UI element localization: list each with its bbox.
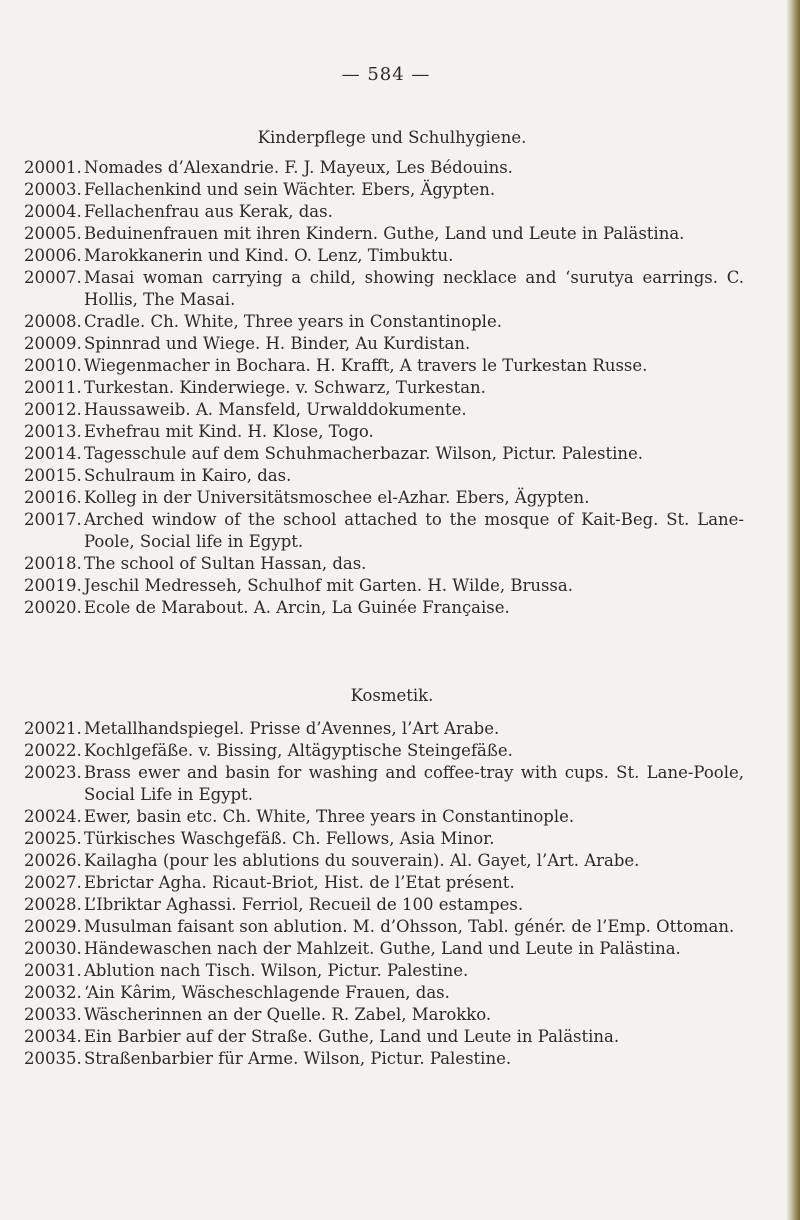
entry-number: 20030. [24, 939, 82, 958]
list-item [24, 938, 744, 960]
entry-number: 20025. [24, 829, 82, 848]
list-item [24, 223, 744, 245]
entry-number: 20032. [24, 983, 82, 1002]
entry-text: Musulman faisant son ablution. M. d’Ohsson, Tabl. génér. de l’Emp. Ottoman. [84, 917, 735, 936]
entry-text: Händewaschen nach der Mahlzeit. Guthe, Land und Leute in Palästina. [84, 939, 681, 958]
entry-number: 20028. [24, 895, 82, 914]
entry-number: 20005. [24, 224, 82, 243]
entry-text: Fellachenfrau aus Kerak, das. [84, 202, 333, 221]
entry-text: Turkestan. Kinderwiege. v. Schwarz, Turkestan. [84, 378, 486, 397]
list-item [24, 333, 744, 355]
list-item [24, 718, 744, 740]
entry-number: 20013. [24, 422, 82, 441]
entry-number: 20007. [24, 268, 82, 287]
entry-number: 20023. [24, 763, 82, 782]
entry-number: 20018. [24, 554, 82, 573]
entry-number: 20029. [24, 917, 82, 936]
entry-number: 20008. [24, 312, 82, 331]
entry-text: The school of Sultan Hassan, das. [84, 554, 367, 573]
entry-number: 20034. [24, 1027, 82, 1046]
entry-text: Tagesschule auf dem Schuhmacherbazar. Wilson, Pictur. Palestine. [84, 444, 643, 463]
entry-text: Schulraum in Kairo, das. [84, 466, 292, 485]
entry-number: 20026. [24, 851, 82, 870]
list-item [24, 575, 744, 597]
entry-text: Metallhandspiegel. Prisse d’Avennes, l’Art Arabe. [84, 719, 500, 738]
list-item [24, 421, 744, 443]
entry-number: 20009. [24, 334, 82, 353]
entry-text: Türkisches Waschgefäß. Ch. Fellows, Asia Minor. [84, 829, 495, 848]
list-item [24, 487, 744, 509]
list-item [24, 597, 744, 619]
entry-text: Evhefrau mit Kind. H. Klose, Togo. [84, 422, 374, 441]
entry-number: 20015. [24, 466, 82, 485]
list-item [24, 553, 744, 575]
entry-text: Ein Barbier auf der Straße. Guthe, Land und Leute in Palästina. [84, 1027, 620, 1046]
entry-text: Jeschil Medresseh, Schulhof mit Garten. H. Wilde, Brussa. [84, 576, 573, 595]
list-item [24, 982, 744, 1004]
entry-text: Marokkanerin und Kind. O. Lenz, Timbuktu. [84, 246, 454, 265]
entry-number: 20003. [24, 180, 82, 199]
entry-number: 20010. [24, 356, 82, 375]
list-item [24, 267, 744, 311]
list-item [24, 509, 744, 553]
list-item [24, 465, 744, 487]
entry-text: Wiegenmacher in Bochara. H. Krafft, A travers le Turkestan Russe. [84, 356, 648, 375]
entry-number: 20027. [24, 873, 82, 892]
entry-text: Ebrictar Agha. Ricaut-Briot, Hist. de l’Etat présent. [84, 873, 515, 892]
list-item [24, 894, 744, 916]
entry-list-kosmetik [24, 718, 744, 1070]
entry-number: 20012. [24, 400, 82, 419]
list-item [24, 377, 744, 399]
entry-text: Beduinenfrauen mit ihren Kindern. Guthe, Land und Leute in Palästina. [84, 224, 685, 243]
list-item [24, 157, 744, 179]
list-item [24, 806, 744, 828]
entry-text: Masai woman carrying a child, showing necklace and ‘surutya earrings. C. Hollis, The Masai. [84, 268, 744, 309]
list-item [24, 828, 744, 850]
entry-text: ‘Ain Kârim, Wäscheschlagende Frauen, das. [84, 983, 450, 1002]
entry-number: 20006. [24, 246, 82, 265]
entry-text: Ablution nach Tisch. Wilson, Pictur. Palestine. [84, 961, 469, 980]
list-item [24, 960, 744, 982]
entry-text: Wäscherinnen an der Quelle. R. Zabel, Marokko. [84, 1005, 492, 1024]
list-item [24, 916, 744, 938]
entry-text: Nomades d’Alexandrie. F. J. Mayeux, Les Bédouins. [84, 158, 513, 177]
entry-number: 20022. [24, 741, 82, 760]
entry-number: 20001. [24, 158, 82, 177]
list-item [24, 740, 744, 762]
entry-number: 20011. [24, 378, 82, 397]
list-item [24, 850, 744, 872]
entry-number: 20024. [24, 807, 82, 826]
entry-number: 20017. [24, 510, 82, 529]
entry-number: 20004. [24, 202, 82, 221]
list-item [24, 179, 744, 201]
entry-number: 20014. [24, 444, 82, 463]
page-edge-shadow [786, 0, 800, 1220]
entry-number: 20020. [24, 598, 82, 617]
entry-number: 20016. [24, 488, 82, 507]
list-item [24, 443, 744, 465]
entry-text: Spinnrad und Wiege. H. Binder, Au Kurdistan. [84, 334, 471, 353]
entry-text: Arched window of the school attached to the mosque of Kait-Beg. St. Lane-Poole, Social life in Egypt. [84, 510, 744, 551]
list-item [24, 399, 744, 421]
section-heading-kosmetik: Kosmetik. [350, 686, 434, 705]
entry-text: L’Ibriktar Aghassi. Ferriol, Recueil de 100 estampes. [84, 895, 524, 914]
page-number: — 584 — [341, 64, 431, 85]
entry-list-kinderpflege [24, 157, 744, 619]
list-item [24, 1026, 744, 1048]
entry-number: 20031. [24, 961, 82, 980]
entry-text: Ecole de Marabout. A. Arcin, La Guinée Française. [84, 598, 510, 617]
entry-text: Straßenbarbier für Arme. Wilson, Pictur. Palestine. [84, 1049, 512, 1068]
list-item [24, 355, 744, 377]
entry-text: Kochlgefäße. v. Bissing, Altägyptische Steingefäße. [84, 741, 513, 760]
entry-number: 20033. [24, 1005, 82, 1024]
entry-text: Ewer, basin etc. Ch. White, Three years in Constantinople. [84, 807, 575, 826]
list-item [24, 1004, 744, 1026]
list-item [24, 245, 744, 267]
entry-number: 20021. [24, 719, 82, 738]
list-item [24, 311, 744, 333]
list-item [24, 762, 744, 806]
section-heading-kinderpflege: Kinderpflege und Schulhygiene. [257, 128, 527, 147]
entry-number: 20019. [24, 576, 82, 595]
entry-text: Kailagha (pour les ablutions du souverain). Al. Gayet, l’Art. Arabe. [84, 851, 640, 870]
list-item [24, 872, 744, 894]
entry-number: 20035. [24, 1049, 82, 1068]
list-item [24, 201, 744, 223]
entry-text: Haussaweib. A. Mansfeld, Urwalddokumente. [84, 400, 467, 419]
entry-text: Fellachenkind und sein Wächter. Ebers, Ägypten. [84, 180, 496, 199]
entry-text: Kolleg in der Universitätsmoschee el-Azhar. Ebers, Ägypten. [84, 488, 590, 507]
entry-text: Cradle. Ch. White, Three years in Constantinople. [84, 312, 502, 331]
list-item [24, 1048, 744, 1070]
entry-text: Brass ewer and basin for washing and coffee-tray with cups. St. Lane-Poole, Social Life in Egypt. [84, 763, 744, 804]
